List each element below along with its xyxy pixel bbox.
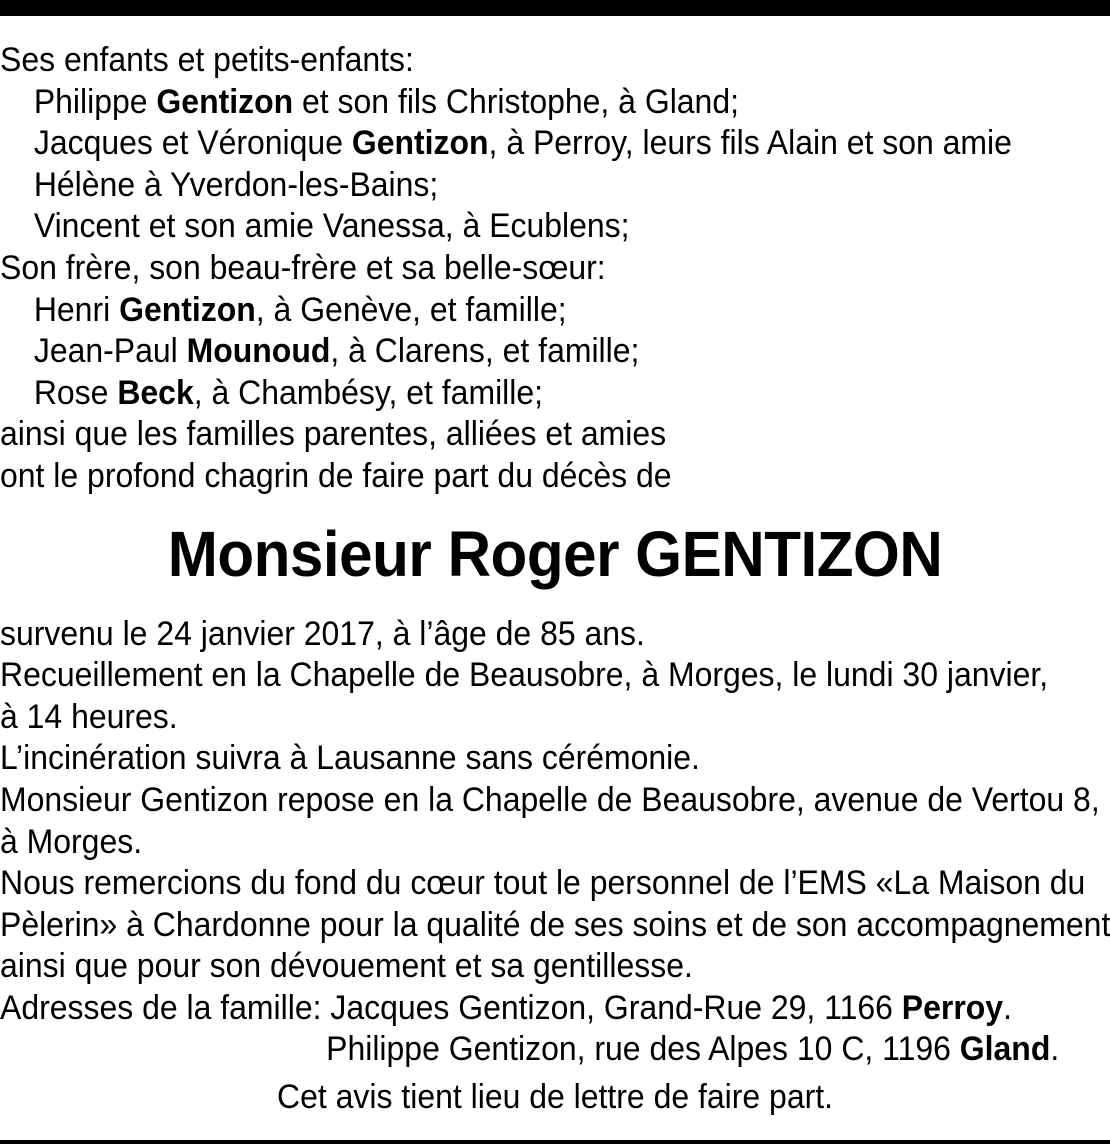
surname: Gentizon xyxy=(351,124,489,163)
surname: Beck xyxy=(117,373,194,412)
death-date-line: survenu le 24 janvier 2017, à l’âge de 85 ans. xyxy=(0,614,645,653)
town: Perroy xyxy=(901,988,1004,1027)
closing-line: Cet avis tient lieu de lettre de faire part. xyxy=(277,1078,834,1117)
rests-line-1: Monsieur Gentizon repose en la Chapelle de Beausobre, avenue de Vertou 8, xyxy=(0,780,1100,819)
town: Gland xyxy=(959,1030,1051,1069)
cremation-line: L’incinération suivra à Lausanne sans cérémonie. xyxy=(0,739,700,778)
ceremony-line-1: Recueillement en la Chapelle de Beausobre, à Morges, le lundi 30 janvier, xyxy=(0,656,1049,695)
top-rule xyxy=(0,0,1110,16)
family-line-vincent: Vincent et son amie Vanessa, à Ecublens; xyxy=(33,207,630,246)
ceremony-line-2: à 14 heures. xyxy=(0,697,178,736)
family-line-helene: Hélène à Yverdon-les-Bains; xyxy=(33,165,439,204)
thanks-line-2: Pèlerin» à Chardonne pour la qualité de ses soins et de son accompagnement xyxy=(0,905,1110,944)
rests-line-2: à Morges. xyxy=(0,822,143,861)
announce-line: ont le profond chagrin de faire part du décès de xyxy=(0,456,672,495)
thanks-line-3: ainsi que pour son dévouement et sa gentillesse. xyxy=(0,947,693,986)
address-line-1: Adresses de la famille: Jacques Gentizon, Grand-Rue 29, 1166 Perroy. xyxy=(0,988,1012,1027)
bottom-rule xyxy=(0,1140,1110,1144)
address-line-2: Philippe Gentizon, rue des Alpes 10 C, 1196 Gland. xyxy=(326,1030,1060,1069)
sibling-line-henri: Henri Gentizon, à Genève, et famille; xyxy=(33,290,567,329)
sibling-line-jean-paul: Jean-Paul Mounoud, à Clarens, et famille; xyxy=(33,332,640,371)
siblings-intro: Son frère, son beau-frère et sa belle-sœur: xyxy=(0,248,606,287)
notice-body xyxy=(0,40,1110,1119)
children-intro: Ses enfants et petits-enfants: xyxy=(0,41,414,79)
surname: Gentizon xyxy=(119,290,256,329)
families-line: ainsi que les familles parentes, alliées et amies xyxy=(0,415,667,454)
surname: Gentizon xyxy=(156,82,294,121)
family-line-philippe: Philippe Gentizon et son fils Christophe, à Gland; xyxy=(33,82,739,121)
surname: Mounoud xyxy=(186,332,331,371)
family-line-jacques: Jacques et Véronique Gentizon, à Perroy, leurs fils Alain et son amie xyxy=(33,124,1012,163)
sibling-line-rose: Rose Beck, à Chambésy, et famille; xyxy=(33,373,544,412)
thanks-line-1: Nous remercions du fond du cœur tout le personnel de l’EMS «La Maison du xyxy=(0,864,1086,903)
deceased-name: Monsieur Roger GENTIZON xyxy=(167,517,943,590)
